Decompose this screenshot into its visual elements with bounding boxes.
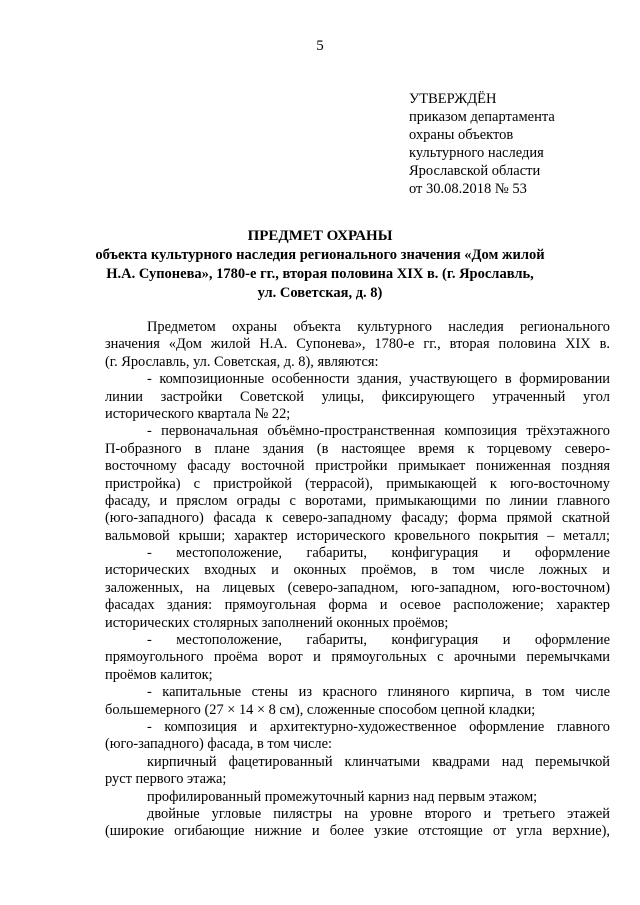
body-line: (юго-западного) фасада, в том числе:	[105, 736, 332, 753]
approval-line: Ярославской области	[409, 163, 541, 179]
body-line: исторического квартала № 22;	[105, 405, 291, 422]
body-line: (г. Ярославль, ул. Советская, д. 8), являются:	[105, 353, 379, 370]
body-line: двойные угловые пилястры на уровне второго и третьего этажей	[147, 805, 610, 822]
body-line: пристройка) с пристройкой (террасой), примыкающей к юго-восточному	[105, 475, 610, 492]
page-number: 5	[316, 38, 324, 54]
body-line: кирпичный фацетированный клинчатыми квадрами над перемычкой	[147, 753, 610, 770]
body-line: - композиция и архитектурно-художественное оформление главного	[147, 718, 610, 735]
body-line: линии застройки Советской улицы, фиксирующего утраченный угол	[105, 388, 610, 405]
body-line: руст первого этажа;	[105, 771, 227, 788]
subtitle-line: Н.А. Супонева», 1780-е гг., вторая половина XIX в. (г. Ярославль,	[106, 266, 534, 282]
approval-line: приказом департамента	[409, 109, 555, 125]
body-line: (широкие огибающие нижние и более узкие отстоящие от угла верхние),	[105, 823, 610, 840]
document-body	[105, 319, 610, 841]
body-line: проёмов калиток;	[105, 666, 213, 683]
body-line: П-образного в плане здания (в настоящее время к торцевому северо-	[105, 440, 610, 457]
body-line: вальмовой крыши; характер исторического кровельного покрытия – металл;	[105, 527, 610, 544]
document-title: ПРЕДМЕТ ОХРАНЫ	[247, 228, 393, 244]
body-line: - первоначальная объёмно-пространственная композиция трёхэтажного	[147, 423, 610, 440]
approval-line: культурного наследия	[409, 145, 544, 161]
body-line: значения «Дом жилой Н.А. Супонева», 1780-е гг., вторая половина XIX в.	[105, 336, 610, 353]
body-line: восточному фасаду восточной пристройки примыкает пониженная поздняя	[105, 458, 610, 475]
approval-line: от 30.08.2018 № 53	[409, 181, 527, 197]
body-line: - композиционные особенности здания, участвующего в формировании	[147, 371, 610, 388]
subtitle-line: ул. Советская, д. 8)	[257, 285, 383, 301]
body-line: фасадах здания: прямоугольная форма и осевое расположение; характер	[105, 597, 610, 614]
body-line: исторических столярных заполнений оконных проёмов;	[105, 614, 449, 631]
body-line: Предметом охраны объекта культурного наследия регионального	[147, 319, 610, 335]
body-line: - капитальные стены из красного глиняного кирпича, в том числе	[147, 684, 610, 701]
body-line: - местоположение, габариты, конфигурация и оформление	[147, 545, 610, 562]
body-line: фасаду, и пряслом ограды с воротами, примыкающими по линии главного	[105, 492, 610, 509]
approval-stamp	[409, 90, 555, 198]
document-subtitle	[0, 246, 640, 303]
body-line: прямоугольного проёма ворот и прямоугольных с арочными перемычками	[105, 649, 610, 666]
body-line: - местоположение, габариты, конфигурация и оформление	[147, 632, 610, 649]
subtitle-line: объекта культурного наследия регионального значения «Дом жилой	[95, 247, 545, 263]
body-line: большемерного (27 × 14 × 8 см), сложенные способом цепной кладки;	[105, 701, 536, 718]
body-line: профилированный промежуточный карниз над первым этажом;	[147, 788, 538, 805]
body-line: исторических входных и оконных проёмов, в том числе ложных и	[105, 562, 610, 579]
body-line: (юго-западного) фасада к северо-западному фасаду; форма прямой скатной	[105, 510, 610, 527]
approval-line: охраны объектов	[409, 127, 514, 143]
approval-line: УТВЕРЖДЁН	[409, 91, 497, 107]
body-line: заложенных, на лицевых (северо-западном, юго-западном, юго-восточном)	[105, 579, 610, 596]
